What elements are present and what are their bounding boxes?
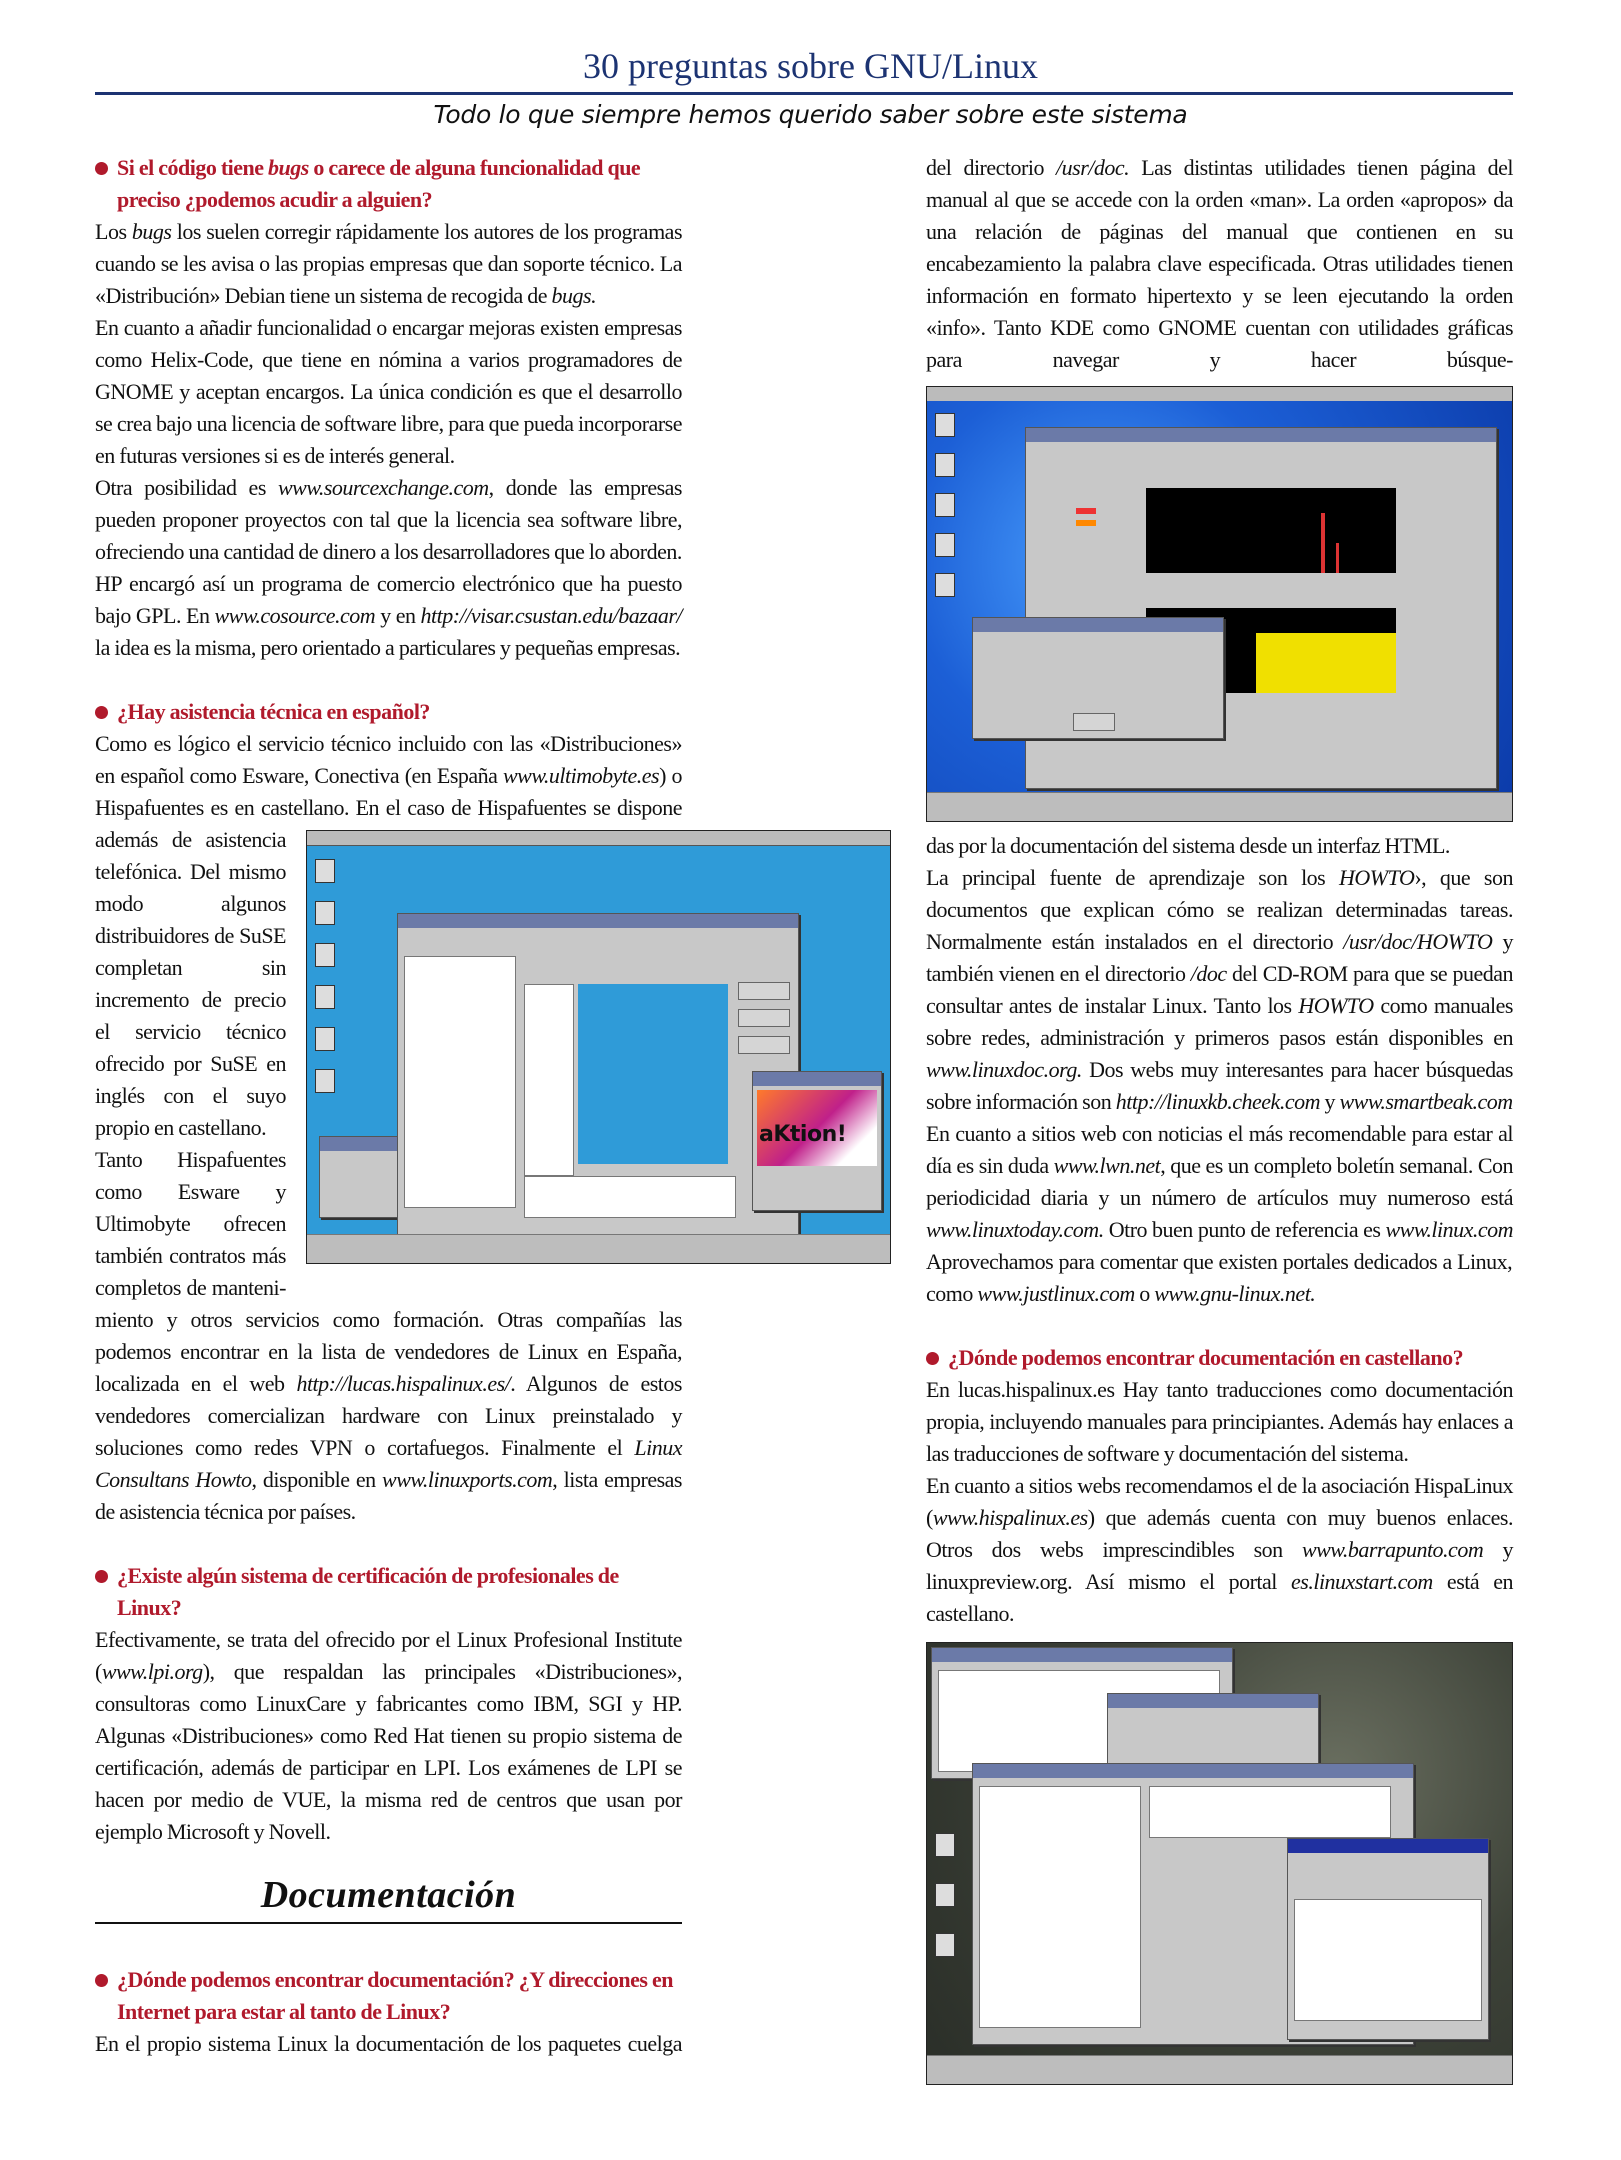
paragraph	[95, 2028, 682, 2060]
text-run: En cuanto a añadir funcionalidad o encargar mejoras existen empresas como Helix-Code, que tiene en nómina a varios programadores de GNOME y aceptan encargos. La única condición es que el desarrollo se crea bajo una licencia de software libre, para que pueda incorporarse en futuras versiones si es de interés general.	[95, 315, 682, 468]
desktop-icon	[935, 453, 955, 477]
text-run: ¿Hay asistencia técnica en español?	[117, 699, 430, 724]
taskbar-bottom	[307, 1234, 890, 1263]
italic-text: www.linuxports.com	[382, 1467, 553, 1492]
cpu-graph	[1146, 488, 1396, 573]
paragraph	[95, 568, 682, 664]
text-run: y en	[375, 603, 421, 628]
text-run: Otro buen punto de referencia es	[1103, 1217, 1386, 1242]
italic-text: http://visar.csustan.edu/bazaar/	[420, 603, 682, 628]
question-heading	[926, 1342, 1513, 1374]
screenshot-kde-desktop	[306, 830, 891, 1264]
question-castellano	[926, 1342, 1513, 1630]
page-title: 30 preguntas sobre GNU/Linux	[583, 46, 1038, 86]
paragraph	[95, 1624, 682, 1848]
bullet-icon	[926, 1352, 939, 1365]
text-run: En cuanto a sitios web con noticias el más recomendable para estar al día es sin duda	[926, 1121, 1513, 1178]
italic-text: www.barrapunto.com	[1301, 1537, 1484, 1562]
italic-text: www.linuxdoc.org.	[926, 1057, 1082, 1082]
text-run: Las distintas utilidades tienen página del manual al que se accede con la orden «man». La orden «apropos» da una relación de páginas del manual que contienen en su encabezamiento la palabra clave especificada. Otras utilidades tienen información en formato hipertexto y se leen ejecutando la orden «info». Tanto KDE como GNOME cuentan con utilidades gráficas para navegar y hacer búsque-	[926, 155, 1513, 372]
text-run: ¿Dónde podemos encontrar documentación en castellano?	[948, 1345, 1464, 1370]
question-documentacion	[95, 1964, 682, 2060]
italic-text: www.smartbeak.com	[1339, 1089, 1513, 1114]
italic-text: www.hispalinux.es	[932, 1505, 1088, 1530]
text-run: del directorio	[926, 155, 1057, 180]
italic-text: bugs	[131, 219, 172, 244]
text-run: Tanto Hispafuentes como Esware y Ultimobyte ofrecen también contratos más completos de manteni-	[95, 1147, 286, 1300]
window-configure-kvisible	[1287, 1838, 1489, 2040]
italic-text: /doc	[1190, 961, 1227, 986]
italic-text: www.sourcexchange.com	[277, 475, 489, 500]
text-run: das por la documentación del sistema desde un interfaz HTML.	[926, 833, 1450, 858]
italic-text: http://linuxkb.cheek.com	[1115, 1089, 1320, 1114]
text-run: La principal fuente de aprendizaje son los	[926, 865, 1339, 890]
header-rule	[95, 92, 1513, 95]
desktop-icon	[935, 493, 955, 517]
paragraph	[926, 1374, 1513, 1470]
desktop-icon	[315, 1027, 335, 1051]
desktop-icon	[935, 1933, 955, 1957]
paragraph	[95, 312, 682, 472]
text-run: Si el código tiene	[117, 155, 269, 180]
text-run: ), que respaldan las principales «Distribuciones», consultoras como LinuxCare y fabricantes como IBM, SGI y HP. Algunas «Distribuciones» como Red Hat tienen su propio sistema de certificación, además de participar en LPI. Los exámenes de LPI se hacen por medio de VUE, la misma red de centros que usan por ejemplo Microsoft y Novell.	[95, 1659, 682, 1844]
desktop-icon	[935, 1833, 955, 1857]
text-run: y también vienen en el directorio	[926, 929, 1514, 986]
paragraph	[95, 728, 682, 824]
italic-text: www.ultimobyte.es	[503, 763, 660, 788]
text-run: ¿Dónde podemos encontrar documentación? ¿Y direcciones en Internet para estar al tanto de Linux?	[117, 1967, 673, 2024]
bullet-icon	[95, 706, 108, 719]
window-small	[319, 1136, 401, 1218]
desktop-icon	[935, 533, 955, 557]
italic-text: www.justlinux.com	[977, 1281, 1135, 1306]
list-view	[524, 984, 574, 1176]
window-aktion	[752, 1071, 882, 1211]
screenshot-redhat-desktop	[926, 1642, 1513, 2085]
bullet-icon	[95, 1570, 108, 1583]
desktop-icon	[315, 1069, 335, 1093]
text-run: En el propio sistema Linux la documentación de los paquetes cuelga	[95, 2031, 682, 2056]
paragraph	[926, 152, 1513, 376]
text-run: , que es un completo boletín semanal. Con periodicidad diaria y un número de artículos muy numeroso está	[926, 1153, 1513, 1210]
text-run: , donde las empresas pueden proponer proyectos con tal que la licencia sea software libre, ofreciendo una cantidad de dinero a los desarrolladores que lo aborden.	[95, 475, 682, 564]
italic-text: es.linuxstart.com	[1291, 1569, 1433, 1594]
text-run: HP encargó así un programa de comercio electrónico que ha puesto bajo GPL. En	[95, 571, 682, 628]
window-control-center	[397, 913, 799, 1235]
text-run: Dos webs muy interesantes para hacer búsquedas sobre información son	[926, 1057, 1513, 1114]
screenshot-gnome-system-monitor	[926, 386, 1513, 822]
page-subtitle: Todo lo que siempre hemos querido saber sobre este sistema	[433, 100, 1188, 129]
question-heading	[95, 1964, 682, 2028]
question-bugs	[95, 152, 682, 664]
text-run: o	[1134, 1281, 1155, 1306]
paragraph	[95, 216, 682, 312]
question-heading	[95, 696, 682, 728]
paragraph	[926, 1470, 1513, 1630]
question-asistencia	[95, 696, 847, 1528]
text-run: Efectivamente, se trata del ofrecido por el Linux Profesional Institute (	[95, 1627, 682, 1684]
text-run: Aprovechamos para comentar que existen portales dedicados a Linux, como	[926, 1249, 1513, 1306]
italic-text: Linux Consultans Howto	[95, 1435, 682, 1492]
left-column	[95, 152, 847, 2060]
text-run: y linuxpreview.org. Así mismo el portal	[926, 1537, 1513, 1594]
desktop-icon	[315, 901, 335, 925]
italic-text: HOWTO	[1339, 865, 1415, 890]
text-run: o carece de alguna funcionalidad que preciso ¿podemos acudir a alguien?	[117, 155, 641, 212]
italic-text: bugs.	[551, 283, 597, 308]
desktop-icon	[935, 573, 955, 597]
desktop-icon	[935, 413, 955, 437]
text-run: Como es lógico el servicio técnico incluido con las «Distribuciones» en español como Esware, Conectiva (en España	[95, 731, 682, 788]
paragraph	[926, 830, 1513, 862]
aktion-logo: aKtion!	[759, 1122, 847, 1147]
text-run: miento y otros servicios como formación. Otras compañías las podemos encontrar en la lista de vendedores de Linux en España, localizada en el web	[95, 1307, 682, 1396]
text-run: ) que además cuenta con muy buenos enlaces. Otros dos webs imprescindibles son	[926, 1505, 1513, 1562]
text-run: la idea es la misma, pero orientado a particulares y pequeñas empresas.	[95, 635, 681, 660]
right-column	[926, 152, 1513, 2085]
desktop-icon	[315, 859, 335, 883]
taskbar-top	[307, 831, 890, 846]
paragraph	[926, 862, 1513, 1118]
narrow-text	[95, 824, 286, 1304]
italic-text: /usr/doc/HOWTO	[1343, 929, 1493, 954]
text-run: además de asistencia telefónica. Del mismo modo algunos distribuidores de SuSE completan sin incremento de precio el servicio técnico ofrecido por SuSE en inglés con el suyo propio en castellano.	[95, 827, 286, 1140]
text-run: Otra posibilidad es	[95, 475, 278, 500]
paragraph	[95, 472, 682, 568]
paragraph	[95, 824, 286, 1144]
paragraph	[95, 1304, 682, 1528]
text-run: los suelen corregir rápidamente los autores de los programas cuando se les avisa o las propias empresas que dan soporte técnico. La «Distribución» Debian tiene un sistema de recogida de	[95, 219, 683, 308]
text-run: ¿Existe algún sistema de certificación de profesionales de Linux?	[117, 1563, 619, 1620]
text-wrap-row	[95, 824, 847, 1304]
text-run: está en castellano.	[926, 1569, 1513, 1626]
tree-view	[404, 956, 516, 1208]
section-title: Documentación	[260, 1874, 517, 1916]
italic-text: www.linux.com	[1385, 1217, 1513, 1242]
italic-text: www.linuxtoday.com.	[926, 1217, 1104, 1242]
text-run: ) o Hispafuentes es en castellano. En el caso de Hispafuentes se dispone	[95, 763, 683, 820]
text-run: En cuanto a sitios webs recomendamos el de la asociación HispaLinux (	[926, 1473, 1513, 1530]
text-run: y	[1319, 1089, 1340, 1114]
bullet-icon	[95, 1974, 108, 1987]
italic-text: www.lwn.net	[1053, 1153, 1161, 1178]
italic-text: www.lpi.org	[101, 1659, 203, 1684]
text-run: En lucas.hispalinux.es Hay tanto traducciones como documentación propia, incluyendo manuales para principiantes. Además hay enlaces a las traducciones de software y documentación del sistema.	[926, 1377, 1513, 1466]
text-run: Los	[95, 219, 132, 244]
italic-text: bugs	[268, 155, 309, 180]
text-run: . Algunos de estos vendedores comercializan hardware con Linux preinstalado y soluciones como redes VPN o cortafuegos. Finalmente el	[95, 1371, 682, 1460]
taskbar-bottom	[927, 792, 1512, 821]
section-rule	[95, 1922, 682, 1924]
italic-text: /usr/doc.	[1056, 155, 1130, 180]
italic-text: www.cosource.com	[214, 603, 376, 628]
text-run: del CD-ROM para que se puedan consultar antes de instalar Linux. Tanto los	[926, 961, 1513, 1018]
italic-text: www.gnu-linux.net.	[1154, 1281, 1316, 1306]
dialog-window	[972, 617, 1224, 739]
question-certificacion	[95, 1560, 682, 1848]
bullet-icon	[95, 162, 108, 175]
text-run: , disponible en	[251, 1467, 383, 1492]
text-run: , lista empresas de asistencia técnica por países.	[95, 1467, 682, 1524]
desktop-icon	[315, 985, 335, 1009]
desktop-icon	[315, 943, 335, 967]
paragraph	[926, 1118, 1513, 1310]
text-run: ›, que son documentos que explican cómo se realizan determinadas tareas. Normalmente están instalados en el directorio	[926, 865, 1513, 954]
question-heading	[95, 1560, 682, 1624]
question-heading	[95, 152, 682, 216]
italic-text: HOWTO	[1298, 993, 1374, 1018]
italic-text: http://lucas.hispalinux.es/	[296, 1371, 511, 1396]
desktop-icon	[935, 1883, 955, 1907]
taskbar-bottom	[927, 2055, 1512, 2084]
paragraph	[95, 1144, 286, 1304]
text-run: como manuales sobre redes, administración y primeros pasos están disponibles en	[926, 993, 1513, 1050]
